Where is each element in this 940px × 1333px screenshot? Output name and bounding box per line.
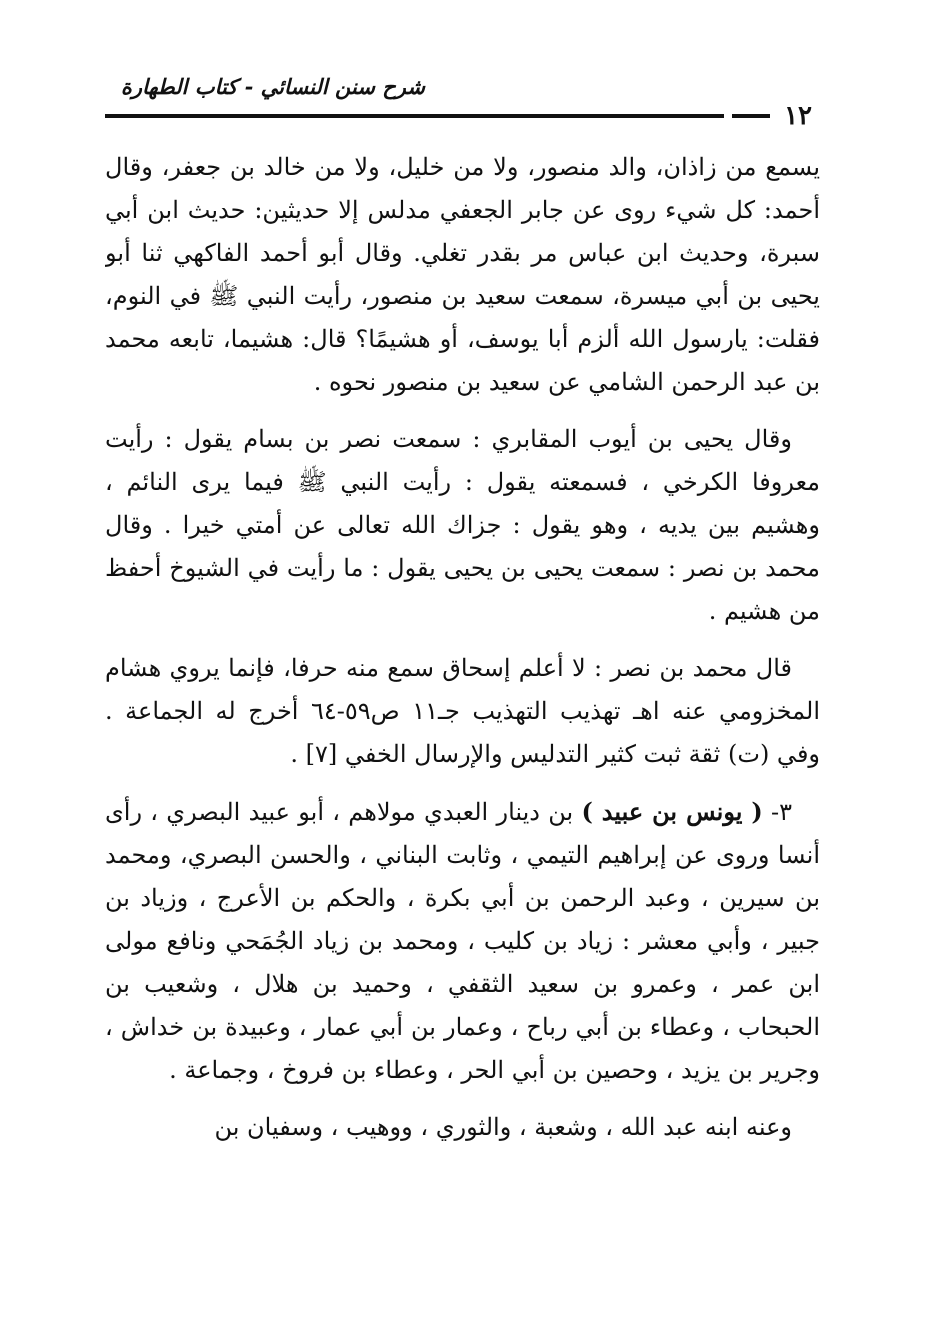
paragraph-hushaym-continued: يسمع من زاذان، والد منصور، ولا من خليل، ولا من خالد بن جعفر، وقال أحمد: كل شيء روى عن جابر الجعفي مدلس إلا حديثين: حديث ابن أبي سبرة، وحديث ابن عباس مر بقدر تغلي. وقال أبو أحمد الفاكهي ثنا أبو يحيى بن أبي ميسرة، سمعت سعيد بن منصور، رأيت النبي ﷺ في النوم، فقلت: يارسول الله ألزم أبا يوسف، أو هشيمًا؟ قال: هشيما، تابعه محمد بن عبد الرحمن الشامي عن سعيد بن منصور نحوه . [105,153,820,396]
entry-text: بن دينار العبدي مولاهم ، أبو عبيد البصري ، رأى أنسا وروى عن إبراهيم التيمي ، وثابت البناني ، والحسن البصري، ومحمد بن سيرين ، وعبد الرحمن بن أبي بكرة ، والحكم بن الأعرج ، وزياد بن جبير ، وأبي معشر : زياد بن كليب ، ومحمد بن زياد الجُمَحي ونافع مولى ابن عمر ، وعمرو بن سعيد الثقفي ، وحميد بن هلال ، وشعيب بن الحبحاب ، وعطاء بن أبي رباح ، وعمار بن أبي عمار ، وعبيدة بن خداش ، وجرير بن يزيد ، وحصين بن أبي الحر ، وعطاء بن فروخ ، وجماعة . [105,798,820,1084]
paragraph-students: وعنه ابنه عبد الله ، وشعبة ، والثوري ، ووهيب ، وسفيان بن [214,1113,792,1141]
running-header [105,70,820,130]
paragraph-yahya-bin-ayyub: وقال يحيى بن أيوب المقابري : سمعت نصر بن بسام يقول : رأيت معروفا الكرخي ، فسمعته يقول : رأيت النبي ﷺ فيما يرى النائم ، وهشيم بين يديه ، وهو يقول : جزاك الله تعالى عن أمتي خيرا . وقال محمد بن نصر : سمعت يحيى بن يحيى يقول : ما رأيت في الشيوخ أحفظ من هشيم . [105,425,820,625]
page-number: ١٢ [770,102,820,130]
paragraph-muhammad-bin-nasr: قال محمد بن نصر : لا أعلم إسحاق سمع منه حرفا، فإنما يروي هشام المخزومي عنه اهـ تهذيب التهذيب جـ١١ ص٥٩-٦٤ أخرج له الجماعة . وفي (ت) ثقة ثبت كثير التدليس والإرسال الخفي [٧] . [105,654,820,768]
paragraph-yunus-bin-ubayd [105,790,820,1092]
page-body [105,146,820,1276]
header-rule [105,114,820,118]
narrator-name: ( يونس بن عبيد ) [581,797,763,826]
page-number-dash [732,114,770,118]
entry-number: ٣- [762,798,792,826]
page-number-block [724,102,820,130]
running-title: شرح سنن النسائي - كتاب الطهارة [120,74,425,99]
